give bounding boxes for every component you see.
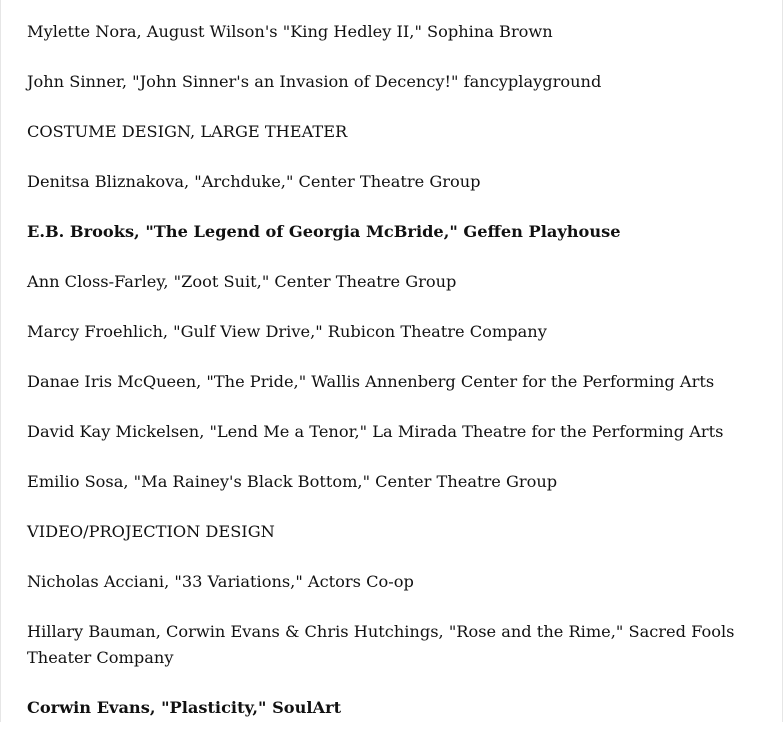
nominee-line: Danae Iris McQueen, "The Pride," Wallis Annenberg Center for the Performing Arts bbox=[27, 372, 715, 391]
nominee-line: John Sinner, "John Sinner's an Invasion of Decency!" fancyplayground bbox=[27, 72, 602, 91]
category-heading: COSTUME DESIGN, LARGE THEATER bbox=[27, 122, 348, 141]
nominee-line: Hillary Bauman, Corwin Evans & Chris Hutchings, "Rose and the Rime," Sacred Fools Theater Company bbox=[27, 622, 735, 667]
article-body bbox=[27, 19, 747, 745]
nominee-line: Denitsa Bliznakova, "Archduke," Center Theatre Group bbox=[27, 172, 481, 191]
nominee-line: Emilio Sosa, "Ma Rainey's Black Bottom," Center Theatre Group bbox=[27, 472, 558, 491]
winner-line: E.B. Brooks, "The Legend of Georgia McBride," Geffen Playhouse bbox=[27, 222, 621, 241]
nominee-line: Nicholas Acciani, "33 Variations," Actors Co-op bbox=[27, 572, 414, 591]
nominee-line: Marcy Froehlich, "Gulf View Drive," Rubicon Theatre Company bbox=[27, 322, 547, 341]
category-heading: VIDEO/PROJECTION DESIGN bbox=[27, 522, 275, 541]
nominee-line: Ann Closs-Farley, "Zoot Suit," Center Theatre Group bbox=[27, 272, 457, 291]
winner-line: Corwin Evans, "Plasticity," SoulArt bbox=[27, 698, 342, 717]
nominee-line: Mylette Nora, August Wilson's "King Hedley II," Sophina Brown bbox=[27, 22, 553, 41]
nominee-line: David Kay Mickelsen, "Lend Me a Tenor," La Mirada Theatre for the Performing Arts bbox=[27, 422, 724, 441]
